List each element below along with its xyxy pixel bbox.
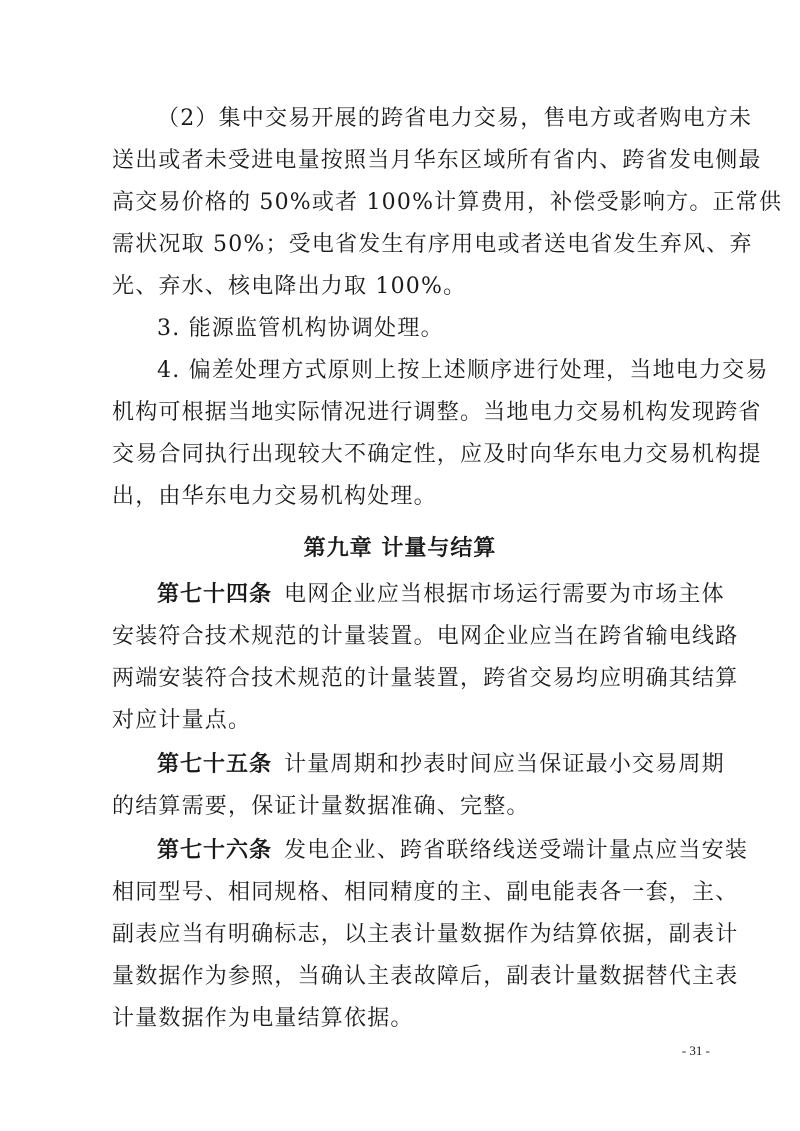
paragraph-line: 送出或者未受进电量按照当月华东区域所有省内、跨省发电侧最 (112, 148, 762, 173)
article-first-line (157, 836, 749, 866)
paragraph-line: 安装符合技术规范的计量装置。电网企业应当在跨省输电线路 (112, 624, 739, 649)
paragraph-line: 两端安装符合技术规范的计量装置，跨省交易均应明确其结算 (112, 666, 739, 691)
article-text: 计量周期和抄表时间应当保证最小交易周期 (284, 752, 725, 777)
paragraph-line: 出，由华东电力交易机构处理。 (112, 484, 437, 509)
page-number: - 31 - (681, 1043, 710, 1058)
paragraph-line: 计量数据作为电量结算依据。 (112, 1006, 414, 1031)
paragraph-line: 4. 偏差处理方式原则上按上述顺序进行处理，当地电力交易 (157, 358, 769, 383)
paragraph-line: （2）集中交易开展的跨省电力交易，售电方或者购电方未 (157, 106, 753, 131)
article-text: 电网企业应当根据市场运行需要为市场主体 (284, 582, 725, 607)
paragraph-line: 交易合同执行出现较大不确定性，应及时向华东电力交易机构提 (112, 442, 762, 467)
paragraph-line: 副表应当有明确标志，以主表计量数据作为结算依据，副表计 (112, 922, 739, 947)
article-first-line (157, 750, 725, 780)
paragraph-line: 量数据作为参照，当确认主表故障后，副表计量数据替代主表 (112, 964, 739, 989)
article-label: 第七十四条 (157, 582, 273, 607)
paragraph-line: 高交易价格的 50%或者 100%计算费用，补偿受影响方。正常供 (112, 190, 783, 215)
paragraph-line: 的结算需要，保证计量数据准确、完整。 (112, 794, 530, 819)
paragraph-line: 光、弃水、核电降出力取 100%。 (112, 274, 467, 299)
article-label: 第七十五条 (157, 752, 273, 777)
chapter-heading: 第九章 计量与结算 (303, 536, 497, 561)
paragraph-line: 相同型号、相同规格、相同精度的主、副电能表各一套，主、 (112, 880, 739, 905)
article-text: 发电企业、跨省联络线送受端计量点应当安装 (284, 838, 749, 863)
paragraph-line: 需状况取 50%；受电省发生有序用电或者送电省发生弃风、弃 (112, 232, 753, 257)
paragraph-line: 对应计量点。 (112, 708, 252, 733)
article-label: 第七十六条 (157, 838, 273, 863)
paragraph-line: 机构可根据当地实际情况进行调整。当地电力交易机构发现跨省 (112, 400, 762, 425)
paragraph-line: 3. 能源监管机构协调处理。 (157, 316, 444, 341)
article-first-line (157, 580, 725, 610)
